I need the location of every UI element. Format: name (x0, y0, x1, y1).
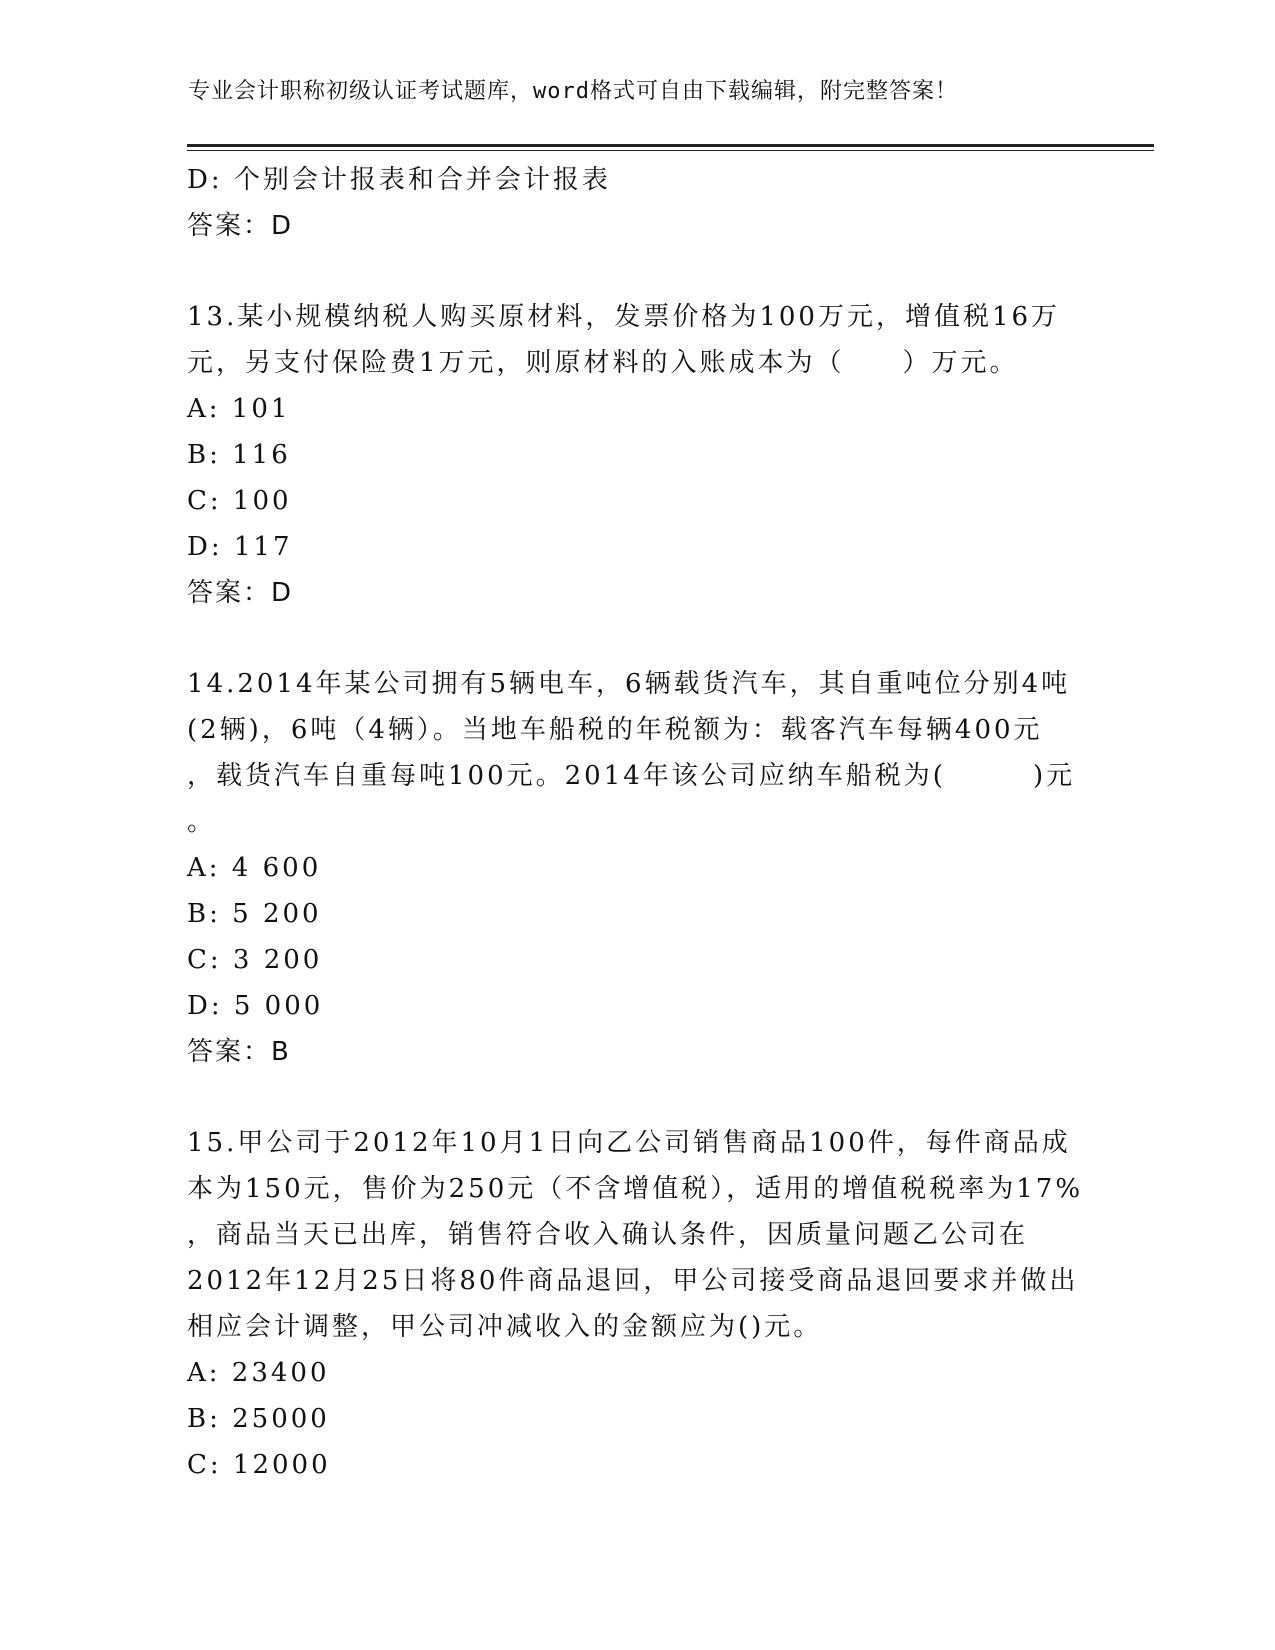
question-text-line: ，商品当天已出库，销售符合收入确认条件，因质量问题乙公司在 (187, 1220, 1029, 1250)
question-content (187, 157, 1087, 1488)
option-b: B: 5 200 (187, 899, 322, 929)
option-b: B: 116 (187, 440, 291, 470)
question-text-line: (2辆)，6吨（4辆）。当地车船税的年税额为：载客汽车每辆400元 (187, 715, 1043, 745)
answer-line: 答案：D (187, 211, 294, 241)
question-15 (187, 1120, 1087, 1488)
question-text-line: 15.甲公司于2012年10月1日向乙公司销售商品100件，每件商品成 (187, 1128, 1071, 1158)
option-c: C: 12000 (187, 1450, 331, 1480)
question-14 (187, 661, 1087, 1075)
option-d: D: 个别会计报表和合并会计报表 (187, 165, 611, 195)
header-rule-thin (187, 150, 1154, 151)
option-b: B: 25000 (187, 1404, 330, 1434)
question-text-line: 14.2014年某公司拥有5辆电车，6辆载货汽车，其自重吨位分别4吨 (187, 669, 1071, 699)
header-rule-thick (187, 144, 1154, 147)
question-text-line: 13.某小规模纳税人购买原材料，发票价格为100万元，增值税16万 (187, 302, 1061, 332)
question-text-line: 相应会计调整，甲公司冲减收入的金额应为()元。 (187, 1312, 823, 1342)
option-d: D: 117 (187, 532, 293, 562)
option-d: D: 5 000 (187, 991, 324, 1021)
question-text-line: 。 (187, 807, 217, 837)
answer-line: 答案：B (187, 1037, 291, 1067)
option-c: C: 100 (187, 486, 292, 516)
page-header: 专业会计职称初级认证考试题库，word格式可自由下载编辑，附完整答案！ (188, 79, 958, 104)
option-a: A: 23400 (187, 1358, 330, 1388)
question-text-line: 元，另支付保险费1万元，则原材料的入账成本为（ ）万元。 (187, 348, 1019, 378)
option-a: A: 4 600 (187, 853, 322, 883)
question-text-line: 2012年12月25日将80件商品退回，甲公司接受商品退回要求并做出 (187, 1266, 1079, 1296)
option-a: A: 101 (187, 394, 291, 424)
answer-line: 答案：D (187, 578, 294, 608)
option-c: C: 3 200 (187, 945, 323, 975)
question-text-line: 本为150元，售价为250元（不含增值税），适用的增值税税率为17% (187, 1174, 1084, 1204)
question-text-line: ，载货汽车自重每吨100元。2014年该公司应纳车船税为( )元 (187, 761, 1076, 791)
question-13 (187, 294, 1087, 616)
